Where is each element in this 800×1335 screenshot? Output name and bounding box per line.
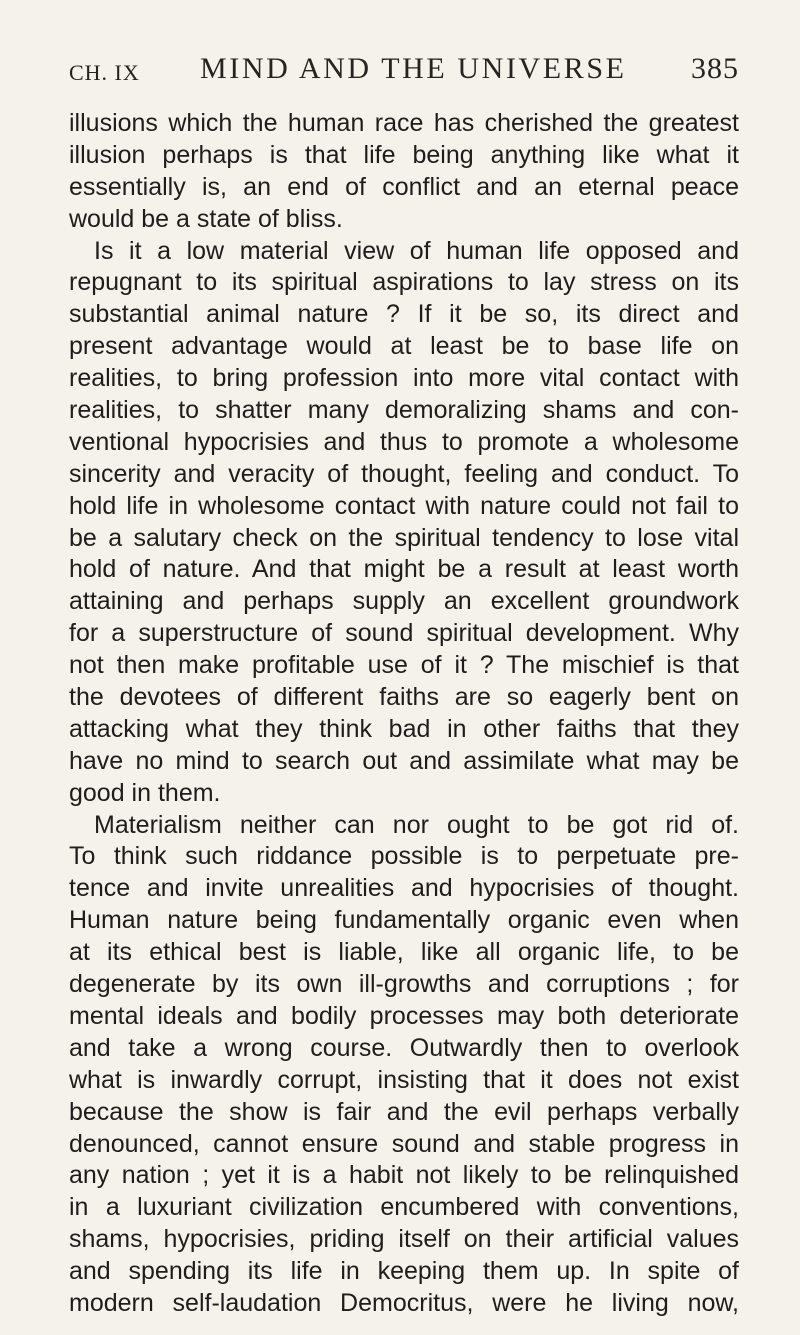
text-line: realities, to shatter many demoralizing shams and con- — [69, 396, 739, 425]
text-line: be a salutary check on the spiritual tendency to lose vital — [69, 523, 739, 552]
text-line: and spending its life in keeping them up. In spite of — [69, 1257, 739, 1286]
text-line: attacking what they think bad in other faiths that they — [69, 714, 739, 743]
text-line: Human nature being fundamentally organic even when — [69, 906, 739, 935]
text-line: hold of nature. And that might be a result at least worth — [69, 555, 739, 584]
text-line: illusion perhaps is that life being anything like what it — [69, 140, 739, 169]
text-line: mental ideals and bodily processes may both deteriorate — [69, 1001, 739, 1030]
text-line: modern self-laudation Democritus, were he living now, — [69, 1288, 739, 1317]
page-number: 385 — [691, 52, 739, 85]
text-line: the devotees of different faiths are so eagerly bent on — [69, 683, 739, 712]
text-line: have no mind to search out and assimilate what may be — [69, 746, 739, 775]
text-line: sincerity and veracity of thought, feeling and conduct. To — [69, 459, 739, 488]
text-line: repugnant to its spiritual aspirations to lay stress on its — [69, 268, 739, 297]
text-line: good in them. — [69, 778, 221, 807]
text-line: To think such riddance possible is to perpetuate pre- — [69, 842, 739, 871]
text-line: essentially is, an end of conflict and an eternal peace — [69, 172, 739, 201]
text-line: would be a state of bliss. — [69, 204, 343, 233]
text-line: substantial animal nature ? If it be so, its direct and — [69, 300, 739, 329]
text-line: Is it a low material view of human life opposed and — [94, 236, 739, 265]
text-line: for a superstructure of sound spiritual development. Why — [69, 619, 739, 648]
text-line: because the show is fair and the evil perhaps verbally — [69, 1097, 739, 1126]
text-line: not then make profitable use of it ? The mischief is that — [69, 651, 739, 680]
chapter-label: CH. IX — [69, 60, 140, 85]
text-line: and take a wrong course. Outwardly then to overlook — [69, 1033, 739, 1062]
text-line: present advantage would at least be to base life on — [69, 332, 739, 361]
text-line: shams, hypocrisies, priding itself on their artificial values — [69, 1225, 739, 1254]
text-line: realities, to bring profession into more vital contact with — [69, 364, 739, 393]
text-line: what is inwardly corrupt, insisting that it does not exist — [69, 1065, 739, 1094]
text-line: in a luxuriant civilization encumbered with conventions, — [69, 1193, 739, 1222]
running-header — [69, 52, 739, 92]
text-line: tence and invite unrealities and hypocrisies of thought. — [69, 874, 739, 903]
text-line: Materialism neither can nor ought to be got rid of. — [94, 810, 739, 839]
text-line: ventional hypocrisies and thus to promote a wholesome — [69, 427, 739, 456]
text-line: attaining and perhaps supply an excellent groundwork — [69, 587, 739, 616]
body-text — [69, 108, 739, 1320]
text-line: at its ethical best is liable, like all organic life, to be — [69, 938, 739, 967]
text-line: hold life in wholesome contact with nature could not fail to — [69, 491, 739, 520]
running-title: MIND AND THE UNIVERSE — [200, 52, 627, 85]
text-line: degenerate by its own ill-growths and corruptions ; for — [69, 970, 739, 999]
text-line: illusions which the human race has cherished the greatest — [69, 109, 739, 137]
text-line: any nation ; yet it is a habit not likely to be relinquished — [69, 1161, 739, 1190]
text-line: denounced, cannot ensure sound and stable progress in — [69, 1129, 739, 1158]
